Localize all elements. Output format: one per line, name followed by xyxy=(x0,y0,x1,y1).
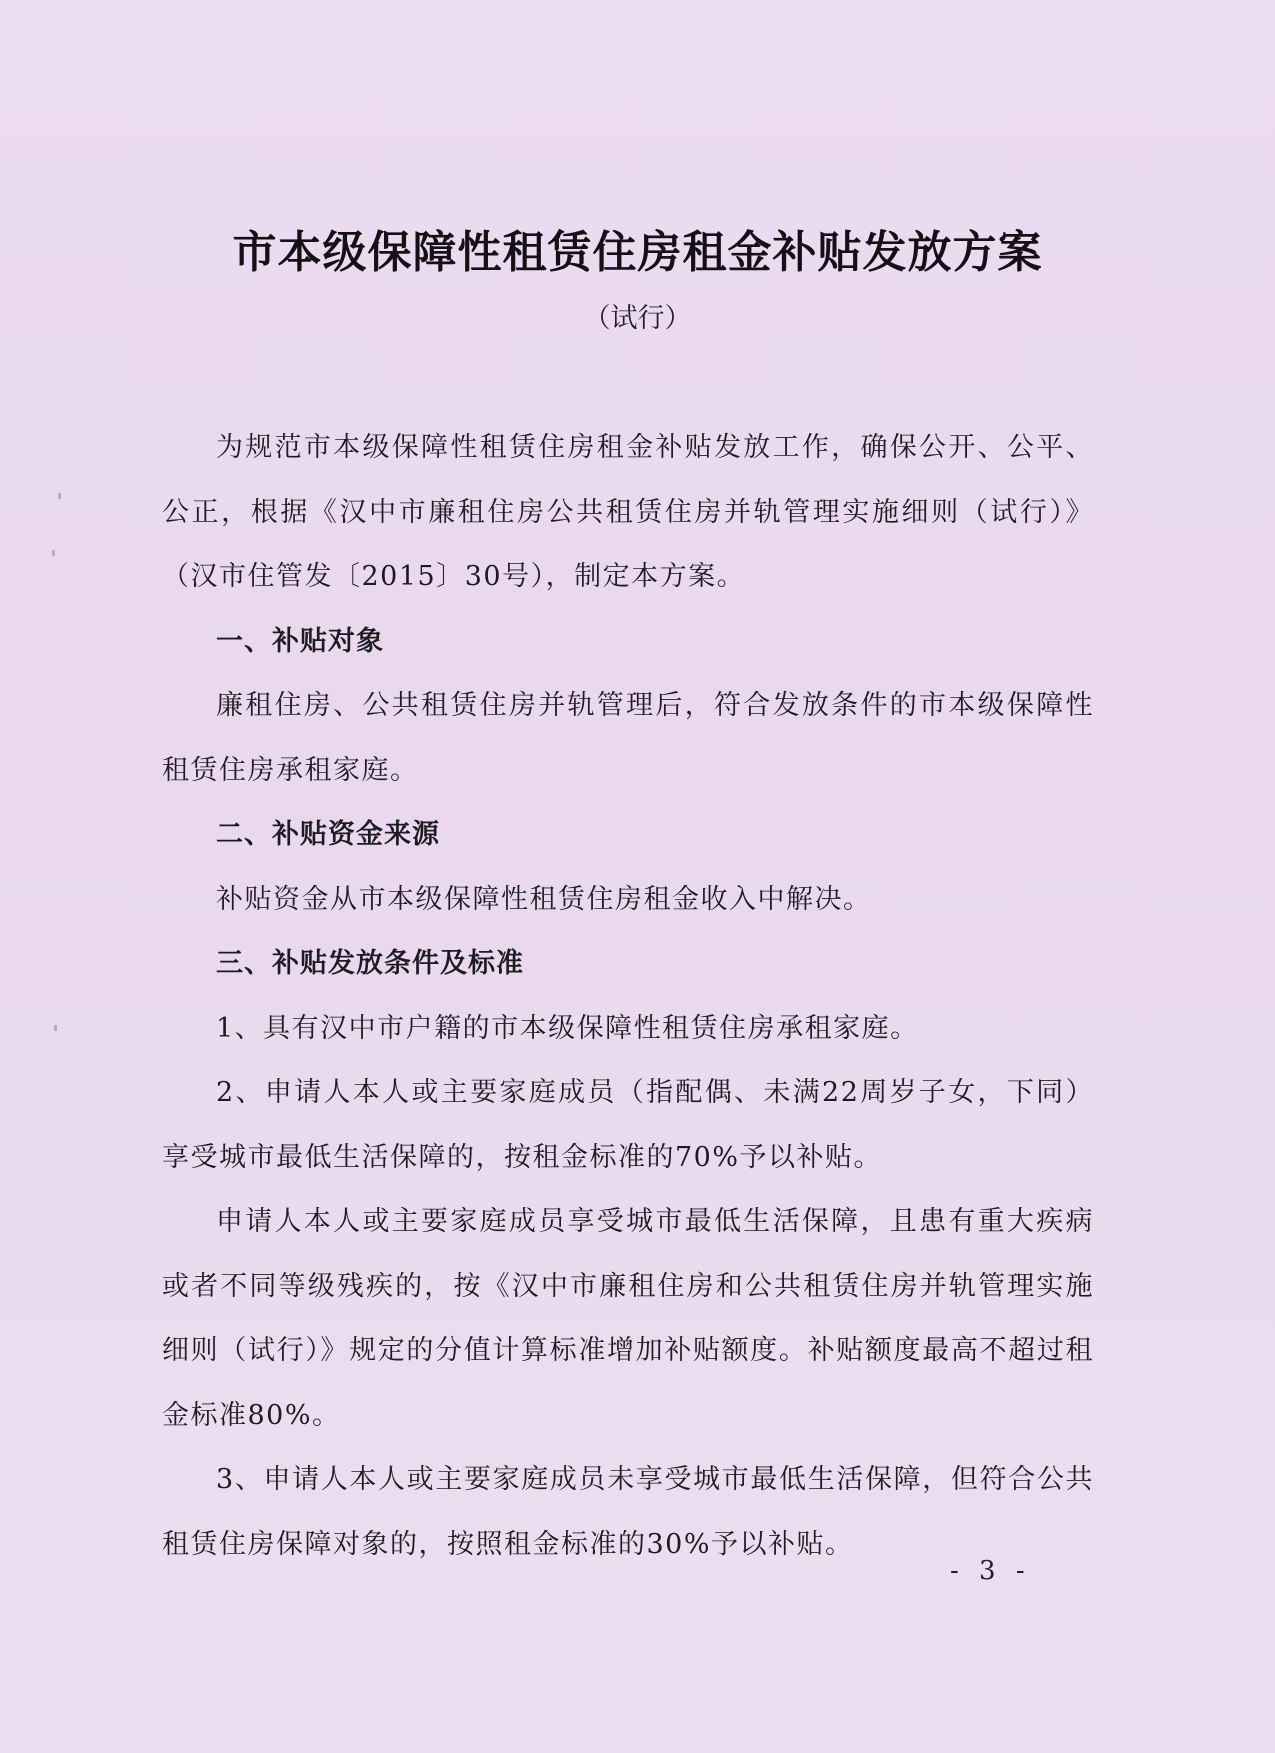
paragraph: 2、申请人本人或主要家庭成员（指配偶、未满22周岁子女，下同）享受城市最低生活保障的，按租金标准的70%予以补贴。 xyxy=(162,1077,1094,1173)
paragraph: 3、申请人本人或主要家庭成员未享受城市最低生活保障，但符合公共租赁住房保障对象的，按照租金标准的30%予以补贴。 xyxy=(162,1464,1094,1560)
scan-mark xyxy=(52,550,55,556)
paragraph: 申请人本人或主要家庭成员享受城市最低生活保障，且患有重大疾病或者不同等级残疾的，按《汉中市廉租住房和公共租赁住房并轨管理实施细则（试行）》规定的分值计算标准增加补贴额度。补贴额度最高不超过租金标准80%。 xyxy=(162,1206,1094,1431)
document-body xyxy=(162,416,1094,1577)
section-heading: 三、补贴发放条件及标准 xyxy=(216,948,524,979)
paragraph: 1、具有汉中市户籍的市本级保障性租赁住房承租家庭。 xyxy=(216,1012,919,1044)
scan-mark xyxy=(58,493,61,499)
paragraph: 廉租住房、公共租赁住房并轨管理后，符合发放条件的市本级保障性租赁住房承租家庭。 xyxy=(162,690,1094,786)
document-title: 市本级保障性租赁住房租金补贴发放方案 xyxy=(232,227,1043,278)
section-heading: 一、补贴对象 xyxy=(216,625,384,657)
document-subtitle: （试行） xyxy=(583,303,692,334)
intro-paragraph: 为规范市本级保障性租赁住房租金补贴发放工作，确保公开、公平、公正，根据《汉中市廉租住房公共租赁住房并轨管理实施细则（试行）》（汉市住管发〔2015〕30号），制定本方案。 xyxy=(162,432,1094,592)
scan-mark xyxy=(54,1025,57,1031)
page-number: - 3 - xyxy=(950,1556,1031,1586)
section-heading: 二、补贴资金来源 xyxy=(216,819,440,850)
paragraph: 补贴资金从市本级保障性租赁住房租金收入中解决。 xyxy=(216,883,872,915)
